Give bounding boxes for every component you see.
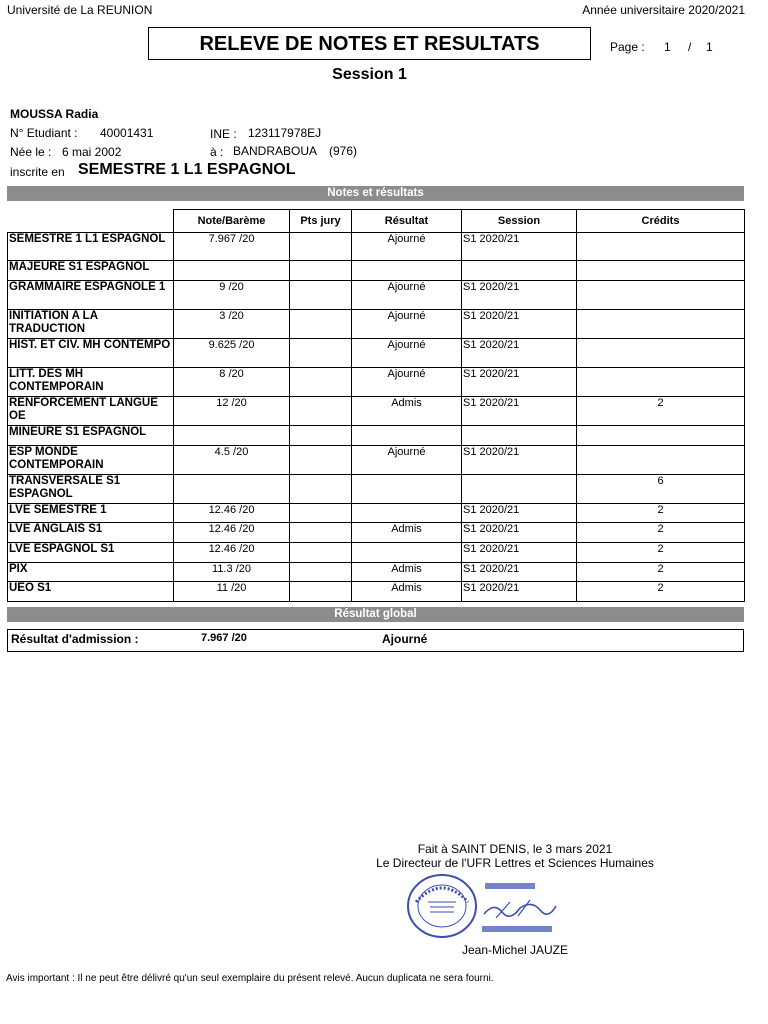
student-name: MOUSSA Radia xyxy=(10,107,99,121)
course-name: ESP MONDE CONTEMPORAIN xyxy=(8,446,174,475)
course-credits xyxy=(577,281,745,310)
course-name: HIST. ET CIV. MH CONTEMPO xyxy=(8,339,174,368)
course-name: INITIATION A LA TRADUCTION xyxy=(8,310,174,339)
course-session: S1 2020/21 xyxy=(462,339,577,368)
course-session: S1 2020/21 xyxy=(462,446,577,475)
header-credits: Crédits xyxy=(577,210,745,233)
course-session xyxy=(462,426,577,446)
page-separator: / xyxy=(688,40,692,54)
course-name: TRANSVERSALE S1 ESPAGNOL xyxy=(8,475,174,504)
university-name: Université de La REUNION xyxy=(7,3,153,17)
page-label: Page : xyxy=(610,40,645,54)
course-name: LITT. DES MH CONTEMPORAIN xyxy=(8,368,174,397)
course-session: S1 2020/21 xyxy=(462,523,577,543)
ine-value: 123117978EJ xyxy=(248,126,322,140)
course-jury xyxy=(290,339,352,368)
course-credits xyxy=(577,446,745,475)
table-row xyxy=(8,426,745,446)
course-session: S1 2020/21 xyxy=(462,368,577,397)
student-id: 40001431 xyxy=(100,126,154,140)
birth-place: BANDRABOUA xyxy=(233,144,318,158)
header-session: Session xyxy=(462,210,577,233)
table-row xyxy=(8,368,745,397)
global-result-label: Résultat d'admission : xyxy=(11,632,139,646)
enrolled-label: inscrite en xyxy=(10,165,65,179)
signature-place-date: Fait à SAINT DENIS, le 3 mars 2021 xyxy=(417,842,613,856)
course-name: GRAMMAIRE ESPAGNOLE 1 xyxy=(8,281,174,310)
course-result: Ajourné xyxy=(352,233,462,261)
course-credits: 6 xyxy=(577,475,745,504)
course-result: Ajourné xyxy=(352,281,462,310)
course-note: 3 /20 xyxy=(174,310,290,339)
course-credits: 2 xyxy=(577,582,745,602)
course-credits: 2 xyxy=(577,397,745,426)
course-jury xyxy=(290,523,352,543)
course-session: S1 2020/21 xyxy=(462,310,577,339)
course-credits xyxy=(577,339,745,368)
course-result xyxy=(352,504,462,523)
course-jury xyxy=(290,261,352,281)
course-name: MAJEURE S1 ESPAGNOL xyxy=(8,261,174,281)
course-note: 7.967 /20 xyxy=(174,233,290,261)
table-row xyxy=(8,397,745,426)
course-jury xyxy=(290,446,352,475)
course-name: LVE ESPAGNOL S1 xyxy=(8,543,174,563)
global-result-value: Ajourné xyxy=(382,632,428,646)
course-jury xyxy=(290,368,352,397)
course-jury xyxy=(290,397,352,426)
course-name: MINEURE S1 ESPAGNOL xyxy=(8,426,174,446)
table-row xyxy=(8,446,745,475)
course-name: SEMESTRE 1 L1 ESPAGNOL xyxy=(8,233,174,261)
course-jury xyxy=(290,543,352,563)
student-id-label: N° Etudiant : xyxy=(10,126,78,140)
course-jury xyxy=(290,582,352,602)
table-row xyxy=(8,475,745,504)
table-row xyxy=(8,563,745,582)
page-total: 1 xyxy=(706,40,713,54)
table-row xyxy=(8,523,745,543)
course-note: 11 /20 xyxy=(174,582,290,602)
header-jury: Pts jury xyxy=(290,210,352,233)
course-name: PIX xyxy=(8,563,174,582)
session-title: Session 1 xyxy=(332,66,407,83)
course-result: Ajourné xyxy=(352,339,462,368)
course-credits: 2 xyxy=(577,523,745,543)
course-session: S1 2020/21 xyxy=(462,504,577,523)
course-note: 4.5 /20 xyxy=(174,446,290,475)
course-name: UEO S1 xyxy=(8,582,174,602)
course-note: 9.625 /20 xyxy=(174,339,290,368)
course-result: Ajourné xyxy=(352,446,462,475)
course-session: S1 2020/21 xyxy=(462,543,577,563)
course-result xyxy=(352,475,462,504)
page-current: 1 xyxy=(664,40,671,54)
table-row xyxy=(8,310,745,339)
course-note: 12.46 /20 xyxy=(174,543,290,563)
course-credits xyxy=(577,261,745,281)
grades-table xyxy=(7,209,745,602)
course-result: Admis xyxy=(352,582,462,602)
course-credits xyxy=(577,233,745,261)
academic-year: Année universitaire 2020/2021 xyxy=(582,3,745,17)
course-result xyxy=(352,543,462,563)
global-result-note: 7.967 /20 xyxy=(201,632,247,644)
course-session: S1 2020/21 xyxy=(462,397,577,426)
course-session: S1 2020/21 xyxy=(462,233,577,261)
course-result: Admis xyxy=(352,397,462,426)
course-session xyxy=(462,261,577,281)
course-name: LVE SEMESTRE 1 xyxy=(8,504,174,523)
university-seal-icon xyxy=(404,872,480,940)
table-row xyxy=(8,504,745,523)
course-note: 12.46 /20 xyxy=(174,523,290,543)
global-section-bar: Résultat global xyxy=(7,607,744,622)
course-session xyxy=(462,475,577,504)
course-note xyxy=(174,475,290,504)
course-session: S1 2020/21 xyxy=(462,281,577,310)
course-result xyxy=(352,426,462,446)
course-jury xyxy=(290,281,352,310)
signature-role: Le Directeur de l'UFR Lettres et Sciences Humaines xyxy=(376,856,654,870)
course-credits xyxy=(577,310,745,339)
table-row xyxy=(8,261,745,281)
course-jury xyxy=(290,475,352,504)
course-jury xyxy=(290,310,352,339)
course-result: Ajourné xyxy=(352,310,462,339)
course-result: Ajourné xyxy=(352,368,462,397)
course-name: RENFORCEMENT LANGUE OE xyxy=(8,397,174,426)
birth-date: 6 mai 2002 xyxy=(62,145,122,159)
important-notice: Avis important : Il ne peut être délivré qu'un seul exemplaire du présent relevé. Aucun duplicata ne sera fourni. xyxy=(6,973,494,984)
course-note: 11.3 /20 xyxy=(174,563,290,582)
course-result: Admis xyxy=(352,563,462,582)
course-credits: 2 xyxy=(577,543,745,563)
course-note: 9 /20 xyxy=(174,281,290,310)
table-row xyxy=(8,543,745,563)
course-note: 12 /20 xyxy=(174,397,290,426)
header-course xyxy=(8,210,174,233)
table-header-row xyxy=(8,210,745,233)
course-name: LVE ANGLAIS S1 xyxy=(8,523,174,543)
birth-place-label: à : xyxy=(210,145,224,159)
birth-place-code: (976) xyxy=(329,144,358,158)
course-jury xyxy=(290,426,352,446)
program-name: SEMESTRE 1 L1 ESPAGNOL xyxy=(78,161,296,178)
course-result xyxy=(352,261,462,281)
notes-section-bar: Notes et résultats xyxy=(7,186,744,201)
course-jury xyxy=(290,504,352,523)
course-result: Admis xyxy=(352,523,462,543)
course-note xyxy=(174,261,290,281)
table-row xyxy=(8,233,745,261)
table-row xyxy=(8,582,745,602)
course-credits xyxy=(577,368,745,397)
header-result: Résultat xyxy=(352,210,462,233)
course-note: 12.46 /20 xyxy=(174,504,290,523)
course-jury xyxy=(290,563,352,582)
course-note xyxy=(174,426,290,446)
ine-label: INE : xyxy=(210,127,237,141)
course-credits: 2 xyxy=(577,504,745,523)
signature-block xyxy=(330,842,700,870)
signer-name: Jean-Michel JAUZE xyxy=(461,943,569,957)
course-session: S1 2020/21 xyxy=(462,563,577,582)
table-row xyxy=(8,339,745,368)
header-note: Note/Barème xyxy=(174,210,290,233)
dean-signature-stamp-icon xyxy=(480,878,560,938)
course-jury xyxy=(290,233,352,261)
course-session: S1 2020/21 xyxy=(462,582,577,602)
course-credits: 2 xyxy=(577,563,745,582)
course-note: 8 /20 xyxy=(174,368,290,397)
table-row xyxy=(8,281,745,310)
birth-label: Née le : xyxy=(10,145,52,159)
course-credits xyxy=(577,426,745,446)
document-title: RELEVE DE NOTES ET RESULTATS xyxy=(199,33,540,55)
